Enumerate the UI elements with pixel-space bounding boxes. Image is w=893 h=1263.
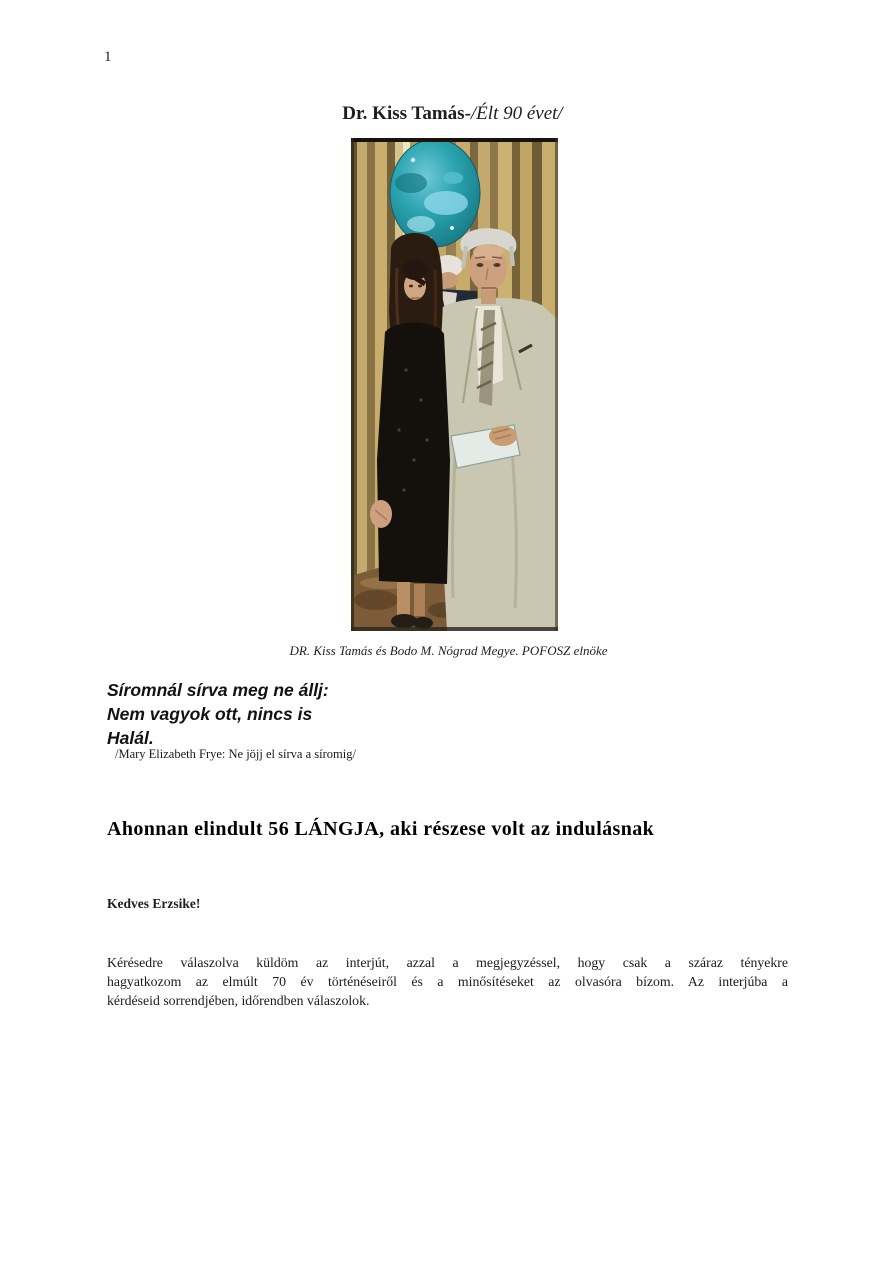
section-heading: Ahonnan elindult 56 LÁNGJA, aki részese volt az indulásnak bbox=[107, 818, 655, 840]
document-title bbox=[0, 103, 893, 125]
balloon-shape bbox=[390, 139, 480, 247]
title-name: Dr. Kiss Tamás- bbox=[342, 103, 471, 124]
letter-salutation: Kedves Erzsike! bbox=[107, 896, 201, 911]
photo-caption: DR. Kiss Tamás és Bodo M. Nógrad Megye. POFOSZ elnöke bbox=[289, 643, 608, 658]
paragraph-line: hagyatkozom az elmúlt 70 év történéseiről és a minősítéseket az olvasóra bízom. Az interjúba a bbox=[107, 974, 788, 989]
poem-block bbox=[107, 678, 329, 750]
page-number: 1 bbox=[104, 49, 112, 65]
title-suffix: /Élt 90 évet/ bbox=[470, 103, 563, 124]
paragraph-line: Kérésedre válaszolva küldöm az interjút, azzal a megjegyzéssel, hogy csak a száraz tényekre bbox=[107, 955, 788, 970]
poem-line: Síromnál sírva meg ne állj: bbox=[107, 680, 329, 700]
poem-attribution: /Mary Elizabeth Frye: Ne jöjj el sírva a síromig/ bbox=[115, 747, 356, 761]
poem-line: Halál. bbox=[107, 728, 154, 748]
letter-paragraph bbox=[107, 953, 788, 1010]
poem-line: Nem vagyok ott, nincs is bbox=[107, 704, 313, 724]
paragraph-line: kérdéseid sorrendjében, időrendben válaszolok. bbox=[107, 993, 370, 1008]
scanned-photo bbox=[351, 138, 558, 631]
photo-illustration bbox=[351, 138, 558, 631]
